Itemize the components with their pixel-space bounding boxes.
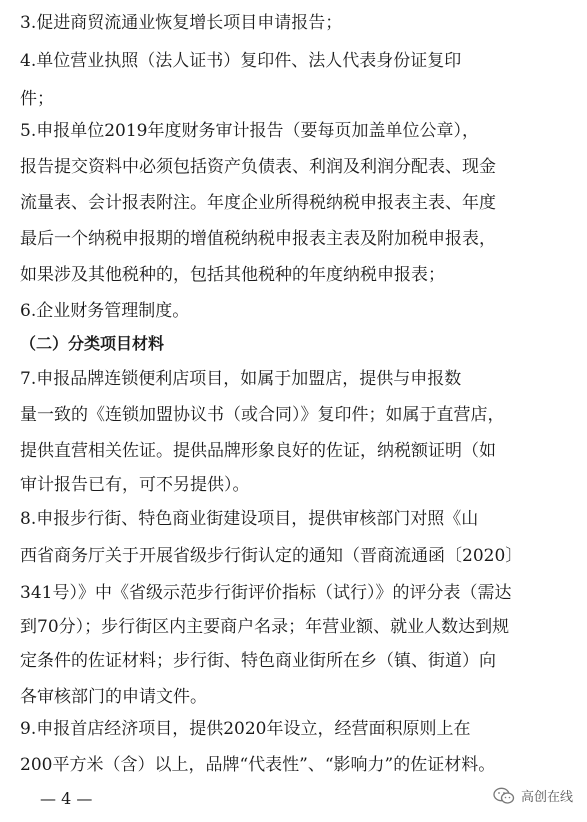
wechat-icon	[493, 787, 515, 805]
text-line: 最后一个纳税申报期的增值税纳税申报表主表及附加税申报表，	[20, 229, 496, 249]
text-line: 报告提交资料中必须包括资产负债表、利润及利润分配表、现金	[20, 157, 496, 177]
text-line: 5.申报单位2019年度财务审计报告（要每页加盖单位公章），	[20, 121, 479, 141]
text-line: 审计报告已有，可不另提供）。	[20, 475, 250, 495]
text-line: 9.申报首店经济项目，提供2020年设立，经营面积原则上在	[20, 719, 471, 739]
text-line: 件；	[20, 89, 54, 109]
text-line: 6.企业财务管理制度。	[20, 301, 190, 321]
page-number: — 4 —	[40, 789, 93, 808]
text-line: 200平方米（含）以上，品牌“代表性”、“影响力”的佐证材料。	[20, 755, 496, 775]
text-line: 定条件的佐证材料；步行街、特色商业街所在乡（镇、街道）向	[20, 651, 496, 671]
text-line: 8.申报步行街、特色商业街建设项目，提供审核部门对照《山	[20, 509, 479, 529]
text-line: 7.申报品牌连锁便利店项目，如属于加盟店，提供与申报数	[20, 369, 462, 389]
text-line: 各审核部门的申请文件。	[20, 687, 207, 707]
text-line: 3.促进商贸流通业恢复增长项目申请报告；	[20, 13, 343, 33]
watermark-text: 高创在线	[520, 790, 573, 805]
section-heading: （二）分类项目材料	[20, 334, 165, 353]
text-line: 341号）》中《省级示范步行街评价指标（试行）》的评分表（需达	[20, 583, 512, 603]
text-line: 量一致的《连锁加盟协议书（或合同）》复印件；如属于直营店，	[20, 405, 505, 425]
text-line: 西省商务厅关于开展省级步行街认定的通知（晋商流通函〔2020〕	[20, 546, 523, 566]
text-line: 4.单位营业执照（法人证书）复印件、法人代表身份证复印	[20, 51, 462, 71]
text-line: 流量表、会计报表附注。年度企业所得税纳税申报表主表、年度	[20, 193, 496, 213]
text-line: 到70分）；步行街区内主要商户名录；年营业额、就业人数达到规	[20, 617, 510, 637]
text-line: 如果涉及其他税种的，包括其他税种的年度纳税申报表；	[20, 265, 445, 285]
text-line: 提供直营相关佐证。提供品牌形象良好的佐证，纳税额证明（如	[20, 441, 496, 461]
watermark	[493, 786, 573, 805]
